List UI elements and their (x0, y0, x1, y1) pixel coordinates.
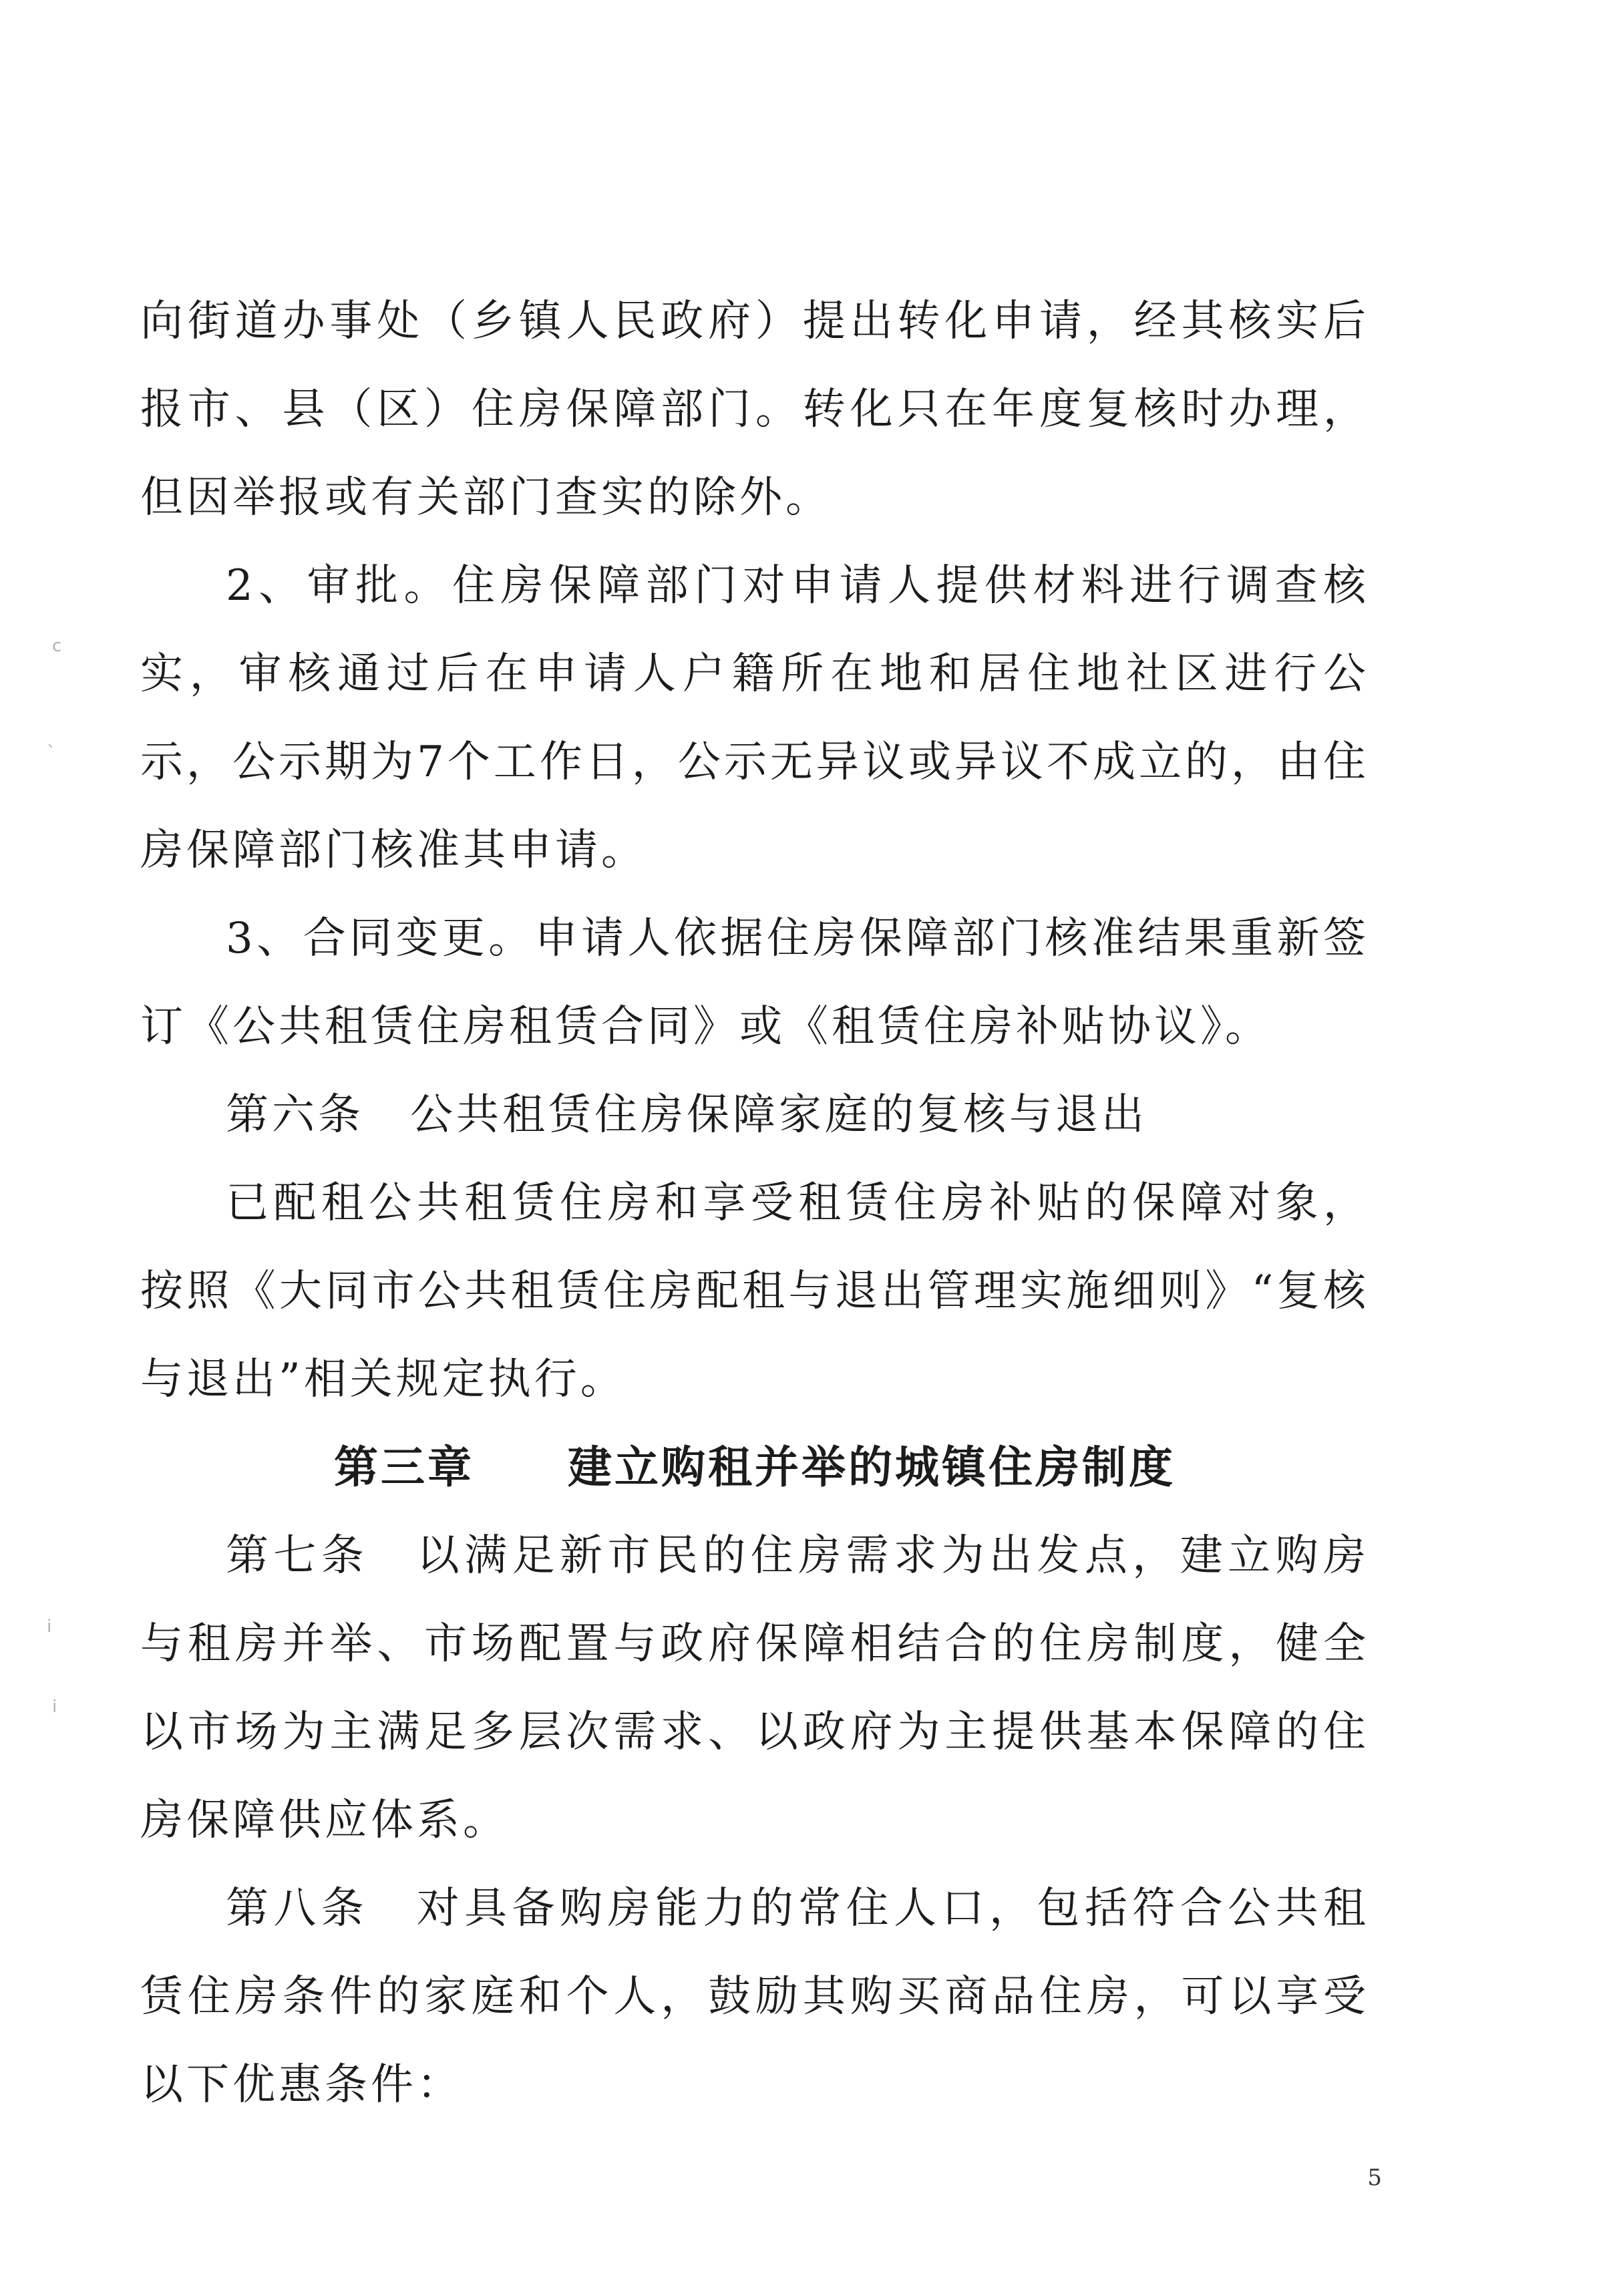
scan-speck: ⅰ (47, 1617, 52, 1637)
scan-speck: ⅽ (52, 636, 62, 656)
scan-speck: ˎ (47, 728, 55, 748)
paragraph-continuation: 向街道办事处（乡镇人民政府）提出转化申请，经其核实后报市、县（区）住房保障部门。转化只在年度复核时办理，但因举报或有关部门查实的除外。 (140, 297, 1369, 522)
paragraph-approval: 2、审批。住房保障部门对申请人提供材料进行调查核实，审核通过后在申请人户籍所在地和居住地社区进行公示，公示期为7个工作日，公示无异议或异议不成立的，由住房保障部门核准其申请。 (140, 561, 1369, 875)
paragraph-article-six: 已配租公共租赁住房和享受租赁住房补贴的保障对象，按照《大同市公共租赁住房配租与退出管理实施细则》“复核与退出”相关规定执行。 (140, 1178, 1369, 1404)
page-number: 5 (1367, 2164, 1382, 2191)
chapter-three-heading: 第三章 建立购租并举的城镇住房制度 (334, 1442, 1176, 1493)
scan-speck: ⅰ (52, 1697, 57, 1717)
paragraph-article-seven: 第七条 以满足新市民的住房需求为出发点，建立购房与租房并举、市场配置与政府保障相结合的住房制度，健全以市场为主满足多层次需求、以政府为主提供基本保障的住房保障供应体系。 (140, 1531, 1369, 1845)
paragraph-article-eight: 第八条 对具备购房能力的常住人口，包括符合公共租赁住房条件的家庭和个人，鼓励其购买商品住房，可以享受以下优惠条件： (140, 1884, 1369, 2110)
article-six-title: 第六条 公共租赁住房保障家庭的复核与退出 (226, 1090, 1147, 1140)
document-body (140, 277, 1369, 2129)
paragraph-contract-change: 3、合同变更。申请人依据住房保障部门核准结果重新签订《公共租赁住房租赁合同》或《租赁住房补贴协议》。 (140, 914, 1369, 1051)
